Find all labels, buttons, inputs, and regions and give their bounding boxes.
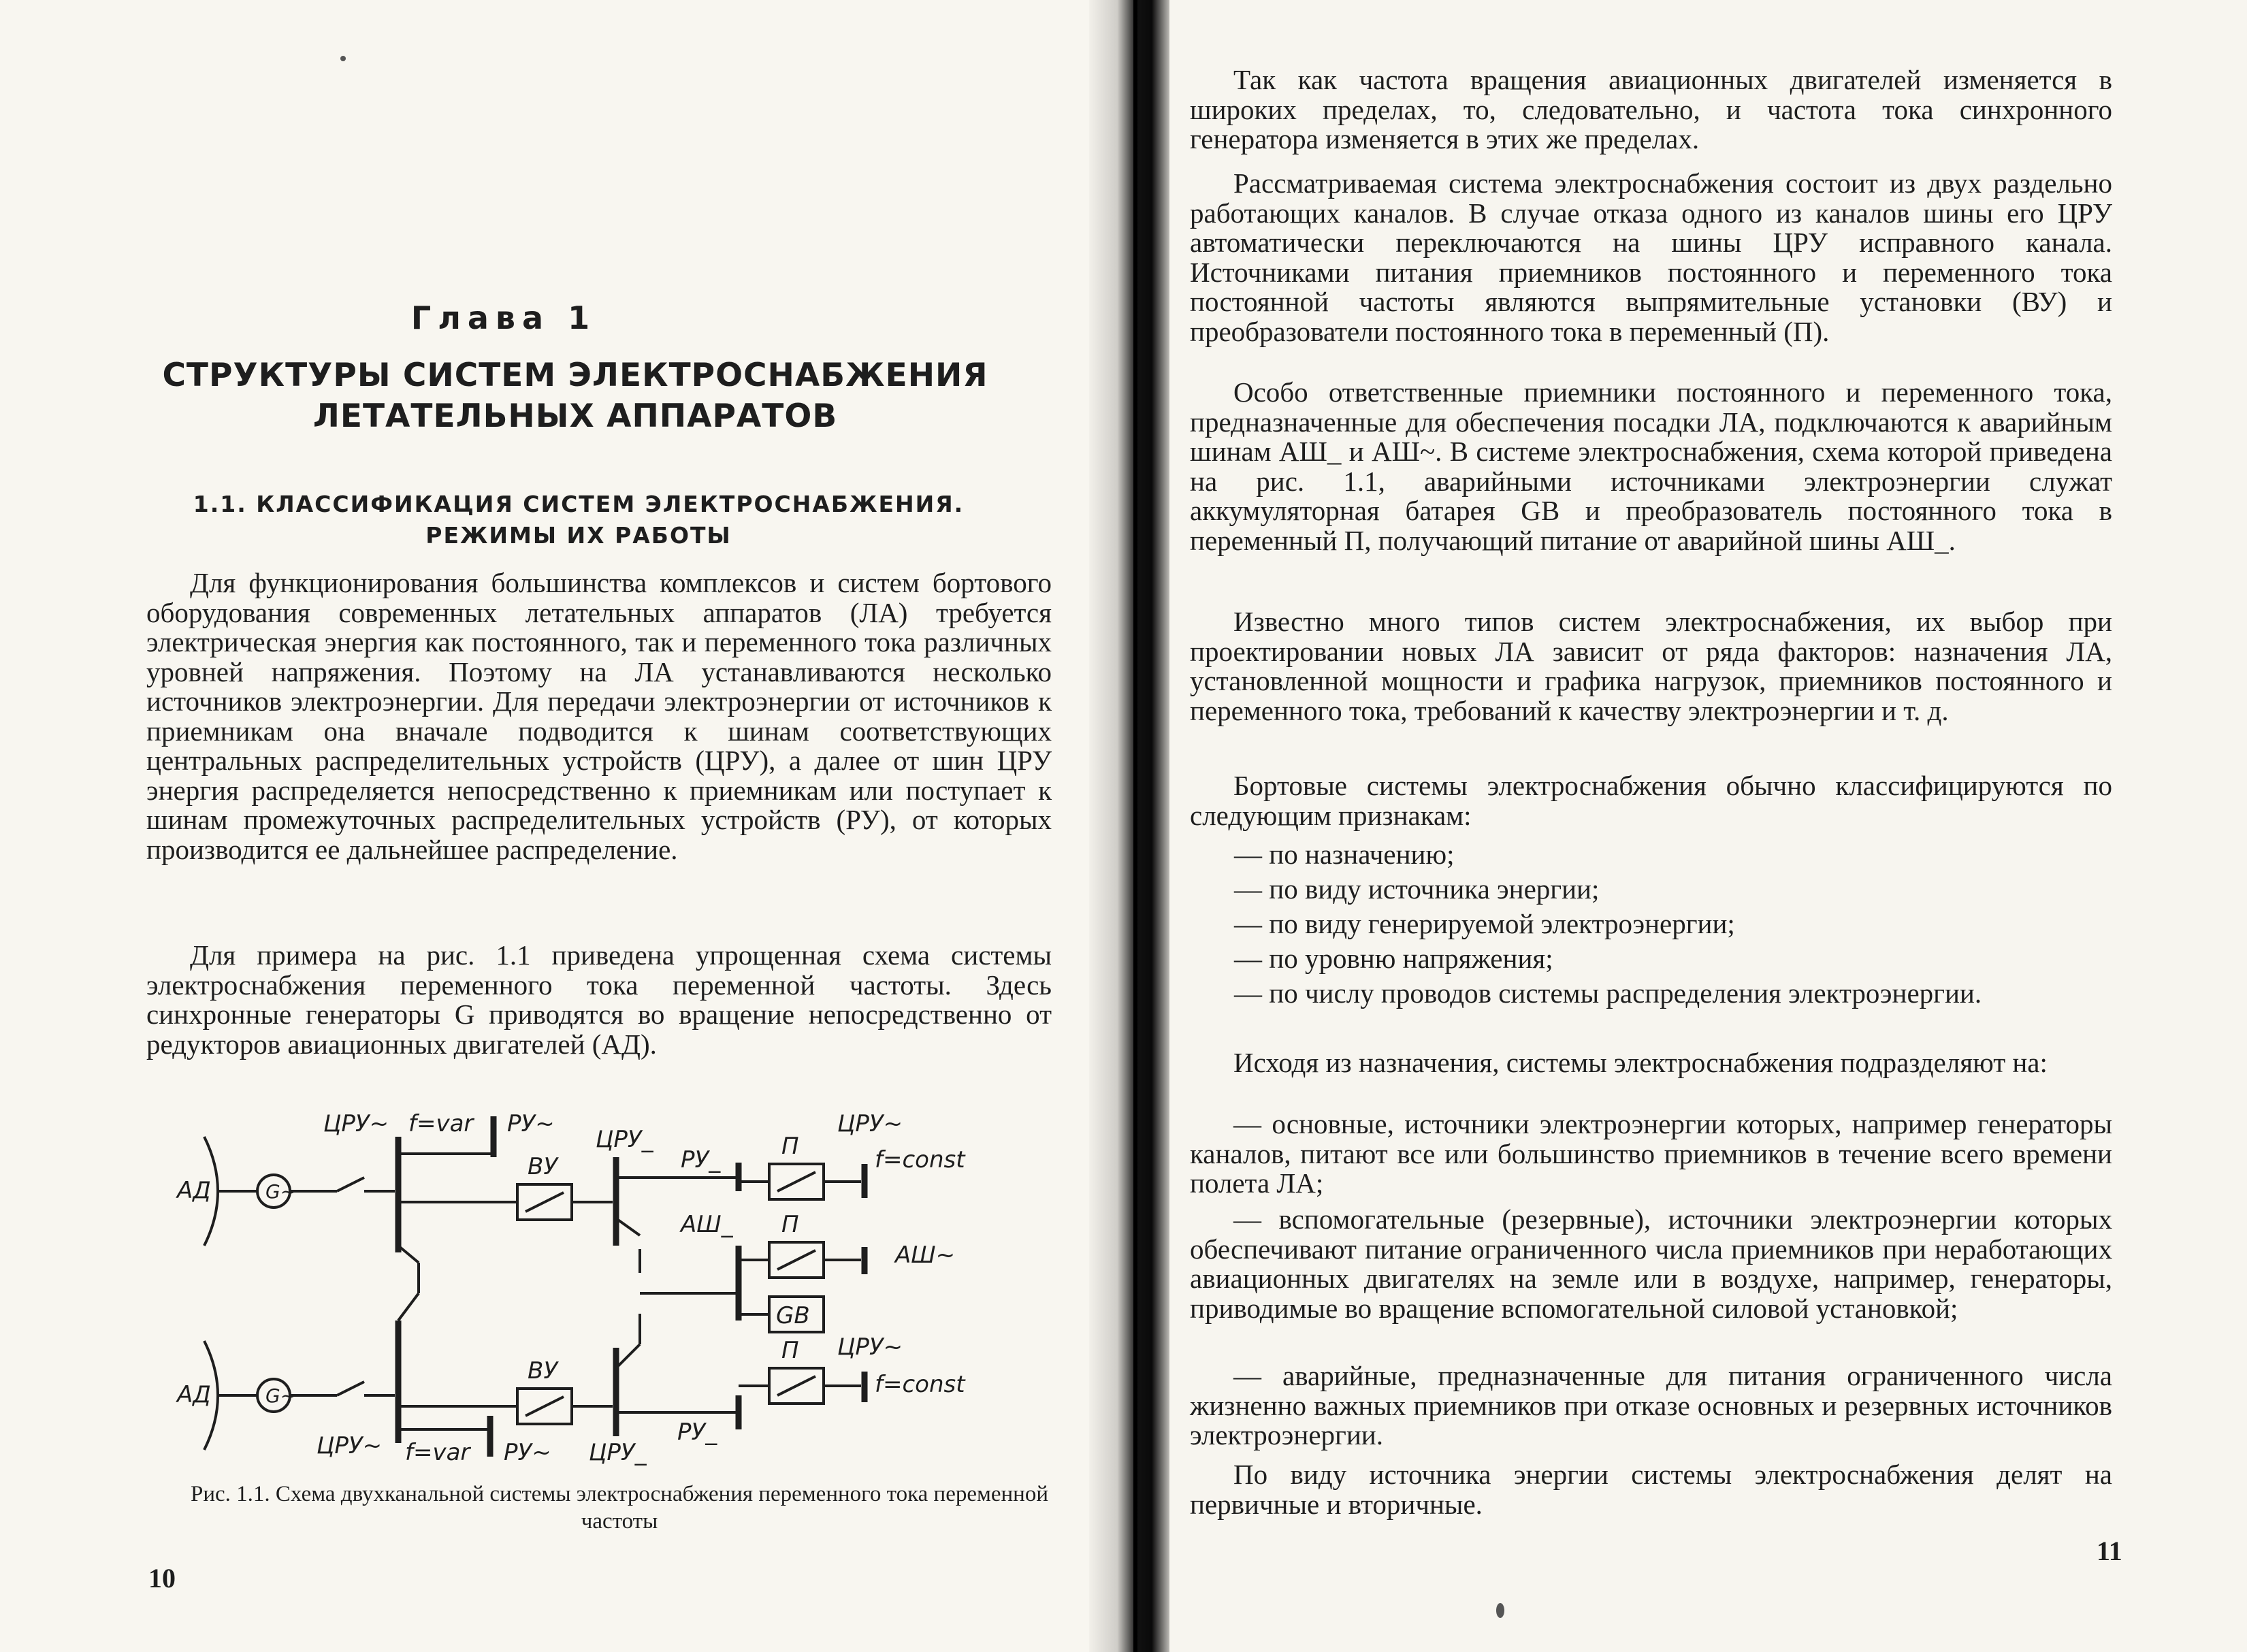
p-label-2: П bbox=[781, 1211, 799, 1238]
figure-caption: Рис. 1.1. Схема двухканальной системы электроснабжения переменного тока переменной частоты bbox=[191, 1482, 1048, 1534]
p-label-1: П bbox=[781, 1133, 799, 1160]
right-closing-paragraph: По виду источника энергии системы электроснабжения делят на первичные и вторичные. bbox=[1190, 1459, 2112, 1520]
book-spine-shadow bbox=[1133, 0, 1137, 1652]
ash-dc-label: АШ_ bbox=[681, 1211, 733, 1238]
ru-ac-label-top: РУ~ bbox=[507, 1110, 555, 1137]
fconst-label-top: f=const bbox=[875, 1146, 965, 1173]
right-paragraph-4: Известно много типов систем электроснабжения, их выбор при проектировании новых ЛА зависит от ряда факторов: назначения ЛА, установленной мощности и графика нагрузок, приемников постоянного и переменного тока, требований к качеству электроэнергии и т. д. bbox=[1190, 606, 2112, 726]
right-paragraph-1: Так как частота вращения авиационных двигателей изменяется в широких пределах, то, следовательно, и частота тока синхронного генератора изменяется в этих же пределах. bbox=[1190, 64, 2112, 155]
fvar-label-bottom: f=var bbox=[405, 1439, 470, 1466]
vu-label-bottom: ВУ bbox=[528, 1357, 558, 1384]
cru-dc-label-bottom: ЦРУ_ bbox=[589, 1439, 647, 1466]
ru-dc-label-top: РУ_ bbox=[681, 1146, 721, 1173]
list-item-3: — по виду генерируемой электроэнергии; bbox=[1234, 908, 1735, 939]
right-paragraph-5: Бортовые системы электроснабжения обычно классифицируются по следующим признакам: bbox=[1190, 770, 2112, 831]
ad-label-top: АД bbox=[177, 1177, 211, 1204]
gb-label: GB bbox=[776, 1302, 810, 1329]
cru-ac-out-label-bottom: ЦРУ~ bbox=[837, 1333, 903, 1361]
list-item-5: — по числу проводов системы распределения электроэнергии. bbox=[1234, 977, 1982, 1009]
type-emergency: — аварийные, предназначенные для питания ограниченного числа жизненно важных приемников при отказе основных и резервных источников электроэнергии. bbox=[1190, 1360, 2112, 1451]
list-item-2: — по виду источника энергии; bbox=[1234, 873, 1600, 905]
ash-ac-label: АШ~ bbox=[895, 1242, 956, 1269]
list-item-1: — по назначению; bbox=[1234, 839, 1455, 870]
page-number-right: 11 bbox=[2097, 1536, 2122, 1566]
fvar-label-top: f=var bbox=[408, 1110, 474, 1137]
paper-speck bbox=[340, 56, 346, 61]
vu-label-top: ВУ bbox=[528, 1153, 558, 1180]
chapter-label: Глава 1 bbox=[410, 299, 597, 336]
gen-label-top: G~ bbox=[265, 1180, 297, 1203]
right-paragraph-2: Рассматриваемая система электроснабжения состоит из двух раздельно работающих каналов. В случае отказа одного из каналов шины его ЦРУ автоматически переключаются на шины ЦРУ исправного канала. Источниками питания приемников постоянного и переменного тока постоянной частоты являются выпрямительные установки (ВУ) и преобразователи постоянного тока в переменный (П). bbox=[1190, 167, 2112, 347]
gen-label-bottom: G~ bbox=[265, 1384, 297, 1407]
ru-dc-label-bottom: РУ_ bbox=[677, 1419, 717, 1446]
cru-ac-out-label-top: ЦРУ~ bbox=[837, 1110, 903, 1137]
section-title: 1.1. КЛАССИФИКАЦИЯ СИСТЕМ ЭЛЕКТРОСНАБЖЕНИЯ. РЕЖИМЫ ИХ РАБОТЫ bbox=[193, 491, 965, 549]
right-paragraph-after-list: Исходя из назначения, системы электроснабжения подразделяют на: bbox=[1233, 1047, 2048, 1078]
p-label-3: П bbox=[781, 1337, 799, 1364]
left-paragraph-1: Для функционирования большинства комплексов и систем бортового оборудования современных летательных аппаратов (ЛА) требуется электрическая энергия как постоянного, так и переменного тока различных уровней напряжения. Поэтому на ЛА устанавливаются несколько источников электроэнергии. Для передачи электроэнергии от источников к приемникам она вначале подводится к шинам соответствующих центральных распределительных устройств (ЦРУ), а далее от шин ЦРУ энергия распределяется непосредственно к приемникам или поступает к шинам промежуточных распределительных устройств (РУ), от которых производится ее дальнейшее распределение. bbox=[146, 567, 1052, 865]
fconst-label-bottom: f=const bbox=[875, 1371, 965, 1398]
list-item-4: — по уровню напряжения; bbox=[1234, 943, 1553, 974]
type-main: — основные, источники электроэнергии которых, например генераторы каналов, питают все или большинство приемников в течение всего времени полета ЛА; bbox=[1190, 1108, 2112, 1199]
cru-dc-label-top: ЦРУ_ bbox=[596, 1126, 653, 1153]
page-number-left: 10 bbox=[148, 1563, 176, 1593]
left-paragraph-2: Для примера на рис. 1.1 приведена упрощенная схема системы электроснабжения переменного тока переменной частоты. Здесь синхронные генераторы G приводятся во вращение непосредственно от редукторов авиационных двигателей (АД). bbox=[146, 939, 1052, 1060]
chapter-title: СТРУКТУРЫ СИСТЕМ ЭЛЕКТРОСНАБЖЕНИЯ ЛЕТАТЕЛЬНЫХ АППАРАТОВ bbox=[162, 357, 988, 435]
figure-power-system-diagram bbox=[157, 1089, 1069, 1470]
book-gutter bbox=[1089, 0, 1169, 1652]
type-auxiliary: — вспомогательные (резервные), источники электроэнергии которых обеспечивают питание ограниченного числа приемников при неработающих авиационных двигателях на земле или в воздухе, например, генераторы, приводимые во вращение вспомогательной силовой установкой; bbox=[1190, 1203, 2112, 1324]
ad-label-bottom: АД bbox=[177, 1381, 211, 1408]
left-page bbox=[0, 0, 1116, 1652]
right-paragraph-3: Особо ответственные приемники постоянного и переменного тока, предназначенные для обеспечения посадки ЛА, подключаются к аварийным шинам АШ_ и АШ~. В системе электроснабжения, схема которой приведена на рис. 1.1, аварийными источниками электроэнергии служат аккумуляторная батарея GB и преобразователь постоянного тока в переменный П, получающий питание от аварийной шины АШ_. bbox=[1190, 376, 2112, 556]
ru-ac-label-bottom: РУ~ bbox=[504, 1439, 551, 1466]
cru-ac-label-bottom: ЦРУ~ bbox=[317, 1432, 383, 1459]
paper-speck-right bbox=[1496, 1603, 1504, 1618]
circuit-diagram bbox=[157, 1089, 1069, 1470]
cru-ac-label-top: ЦРУ~ bbox=[323, 1110, 389, 1137]
